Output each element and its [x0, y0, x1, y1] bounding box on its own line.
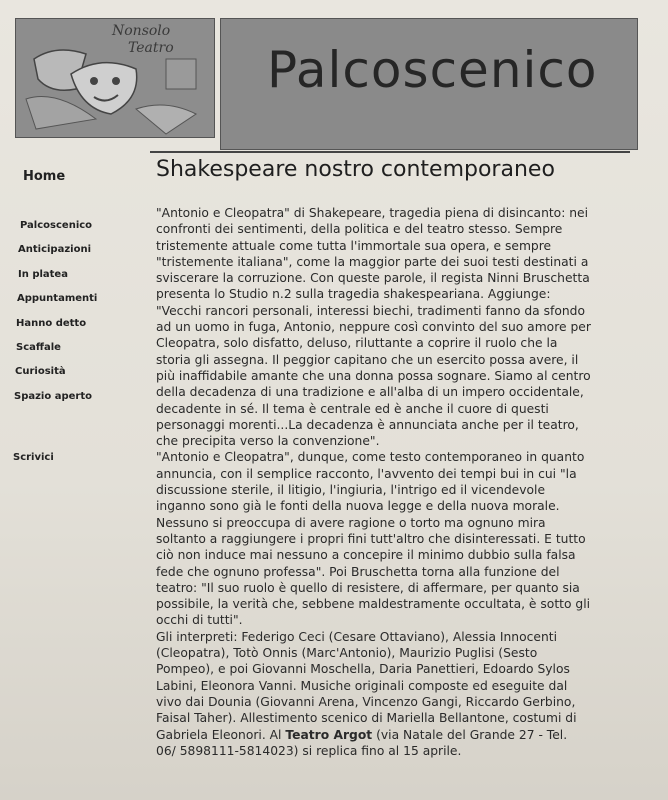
logo-image	[15, 18, 215, 138]
article-line: ciò non induce mai nessuno a concepire il minimo dubbio sulla falsa	[156, 548, 576, 563]
article-line: vivo dai Dounia (Giovanni Arena, Vincenzo Gangi, Riccardo Gerbino,	[156, 694, 576, 709]
article-line: (Cleopatra), Totò Onnis (Marc'Antonio), Maurizio Puglisi (Sesto	[156, 646, 538, 661]
article-line	[156, 727, 656, 743]
article-line: 06/ 5898111-5814023) si replica fino al 15 aprile.	[156, 743, 462, 758]
article-line: Gli interpreti: Federigo Ceci (Cesare Ottaviano), Alessia Innocenti	[156, 629, 557, 644]
article-line: tristemente attuale come tutta l'immortale sua opera, e sempre	[156, 238, 552, 253]
nav-palcoscenico[interactable]: Palcoscenico	[20, 220, 93, 231]
nav-spazio-aperto[interactable]: Spazio aperto	[14, 391, 92, 402]
article-line: discussione sterile, il litigio, l'ingiuria, l'intrigo ed il vicendevole	[156, 483, 546, 498]
article-line: soltanto a raggiungere i propri fini tutt'altro che disinteressati. E tutto	[156, 531, 586, 546]
nav-appuntamenti[interactable]: Appuntamenti	[17, 293, 98, 304]
venue-address: (via Natale del Grande 27 - Tel.	[372, 727, 568, 742]
article-line: Pompeo), e poi Giovanni Moschella, Daria Panettieri, Edoardo Sylos	[156, 662, 570, 677]
article-line: "Antonio e Cleopatra" di Shakepeare, tragedia piena di disincanto: nei	[156, 206, 589, 220]
article-line: storia gli assegna. Il peggior capitano che un esercito possa avere, il	[156, 352, 579, 367]
article-line: ad un uomo in fuga, Antonio, neppure così convinto del suo amore per	[156, 320, 591, 335]
banner-title: Palcoscenico	[267, 41, 598, 99]
article-title: Shakespeare nostro contemporaneo	[156, 157, 555, 182]
article-line: presenta lo Studio n.2 sulla tragedia shakespeariana. Aggiunge:	[156, 287, 551, 302]
article-line: confronti dei sentimenti, della politica e del teatro stesso. Sempre	[156, 222, 563, 237]
nav-curiosita[interactable]: Curiosità	[15, 366, 66, 377]
nav-home[interactable]: Home	[23, 169, 66, 184]
nav-in-platea[interactable]: In platea	[18, 269, 68, 280]
article-line: decadente in sé. Il tema è centrale ed è anche il cuore di questi	[156, 401, 549, 416]
logo-line-1: Nonsolo	[112, 23, 171, 39]
article-line: Nessuno si preoccupa di avere ragione o torto ma ognuno mira	[156, 515, 546, 530]
nav-scaffale[interactable]: Scaffale	[16, 342, 61, 353]
venue-name: Teatro Argot	[285, 727, 373, 742]
article-line: "Antonio e Cleopatra", dunque, come testo contemporaneo in quanto	[156, 450, 585, 465]
article-line: inganno sono già le fonti della nuova legge e della nuova morale.	[156, 499, 560, 514]
article-line: personaggi morenti...La decadenza è annunciata anche per il teatro,	[156, 417, 579, 432]
article-line: possibile, la verità che, sebbene maldestramente occultata, è sotto gli	[156, 597, 591, 612]
article-line: che precipita verso la convenzione".	[156, 434, 380, 449]
article-line: Cleopatra, solo disfatto, deluso, riluttante a coprire il ruolo che la	[156, 336, 558, 351]
article-line: "tristemente italiana", come la maggior parte dei suoi testi destinati a	[156, 254, 589, 269]
article-line: occhi di tutti".	[156, 613, 243, 628]
article-line: Labini, Eleonora Vanni. Musiche originali composte ed eseguite dal	[156, 678, 568, 693]
nav-hanno-detto[interactable]: Hanno detto	[16, 318, 87, 329]
article-line: "Vecchi rancori personali, interessi biechi, tradimenti fanno da sfondo	[156, 303, 586, 318]
article-line-text: Gabriela Eleonori. Al	[156, 727, 286, 742]
article-line: Faisal Taher). Allestimento scenico di Mariella Bellantone, costumi di	[156, 711, 577, 726]
logo-text	[112, 23, 174, 57]
article-line: annuncia, con il semplice racconto, l'avvento dei tempi bui in cui "la	[156, 466, 577, 481]
header-divider	[150, 151, 630, 153]
article-line: fede che ognuno professa". Poi Bruschetta torna alla funzione del	[156, 564, 560, 579]
article-line: più inaffidabile amante che una donna possa sognare. Siamo al centro	[156, 368, 591, 383]
section-banner	[220, 18, 638, 150]
logo-line-2: Teatro	[128, 40, 174, 56]
article-body	[156, 205, 656, 759]
article-line: della decadenza di una tradizione e all'alba di un impero occidentale,	[156, 385, 584, 400]
article-line: sviscerare la corruzione. Con queste parole, il regista Ninni Bruschetta	[156, 271, 590, 286]
nav-anticipazioni[interactable]: Anticipazioni	[18, 244, 91, 255]
nav-scrivici[interactable]: Scrivici	[13, 452, 54, 463]
article-line: teatro: "Il suo ruolo è quello di resistere, di affermare, per quanto sia	[156, 580, 580, 595]
